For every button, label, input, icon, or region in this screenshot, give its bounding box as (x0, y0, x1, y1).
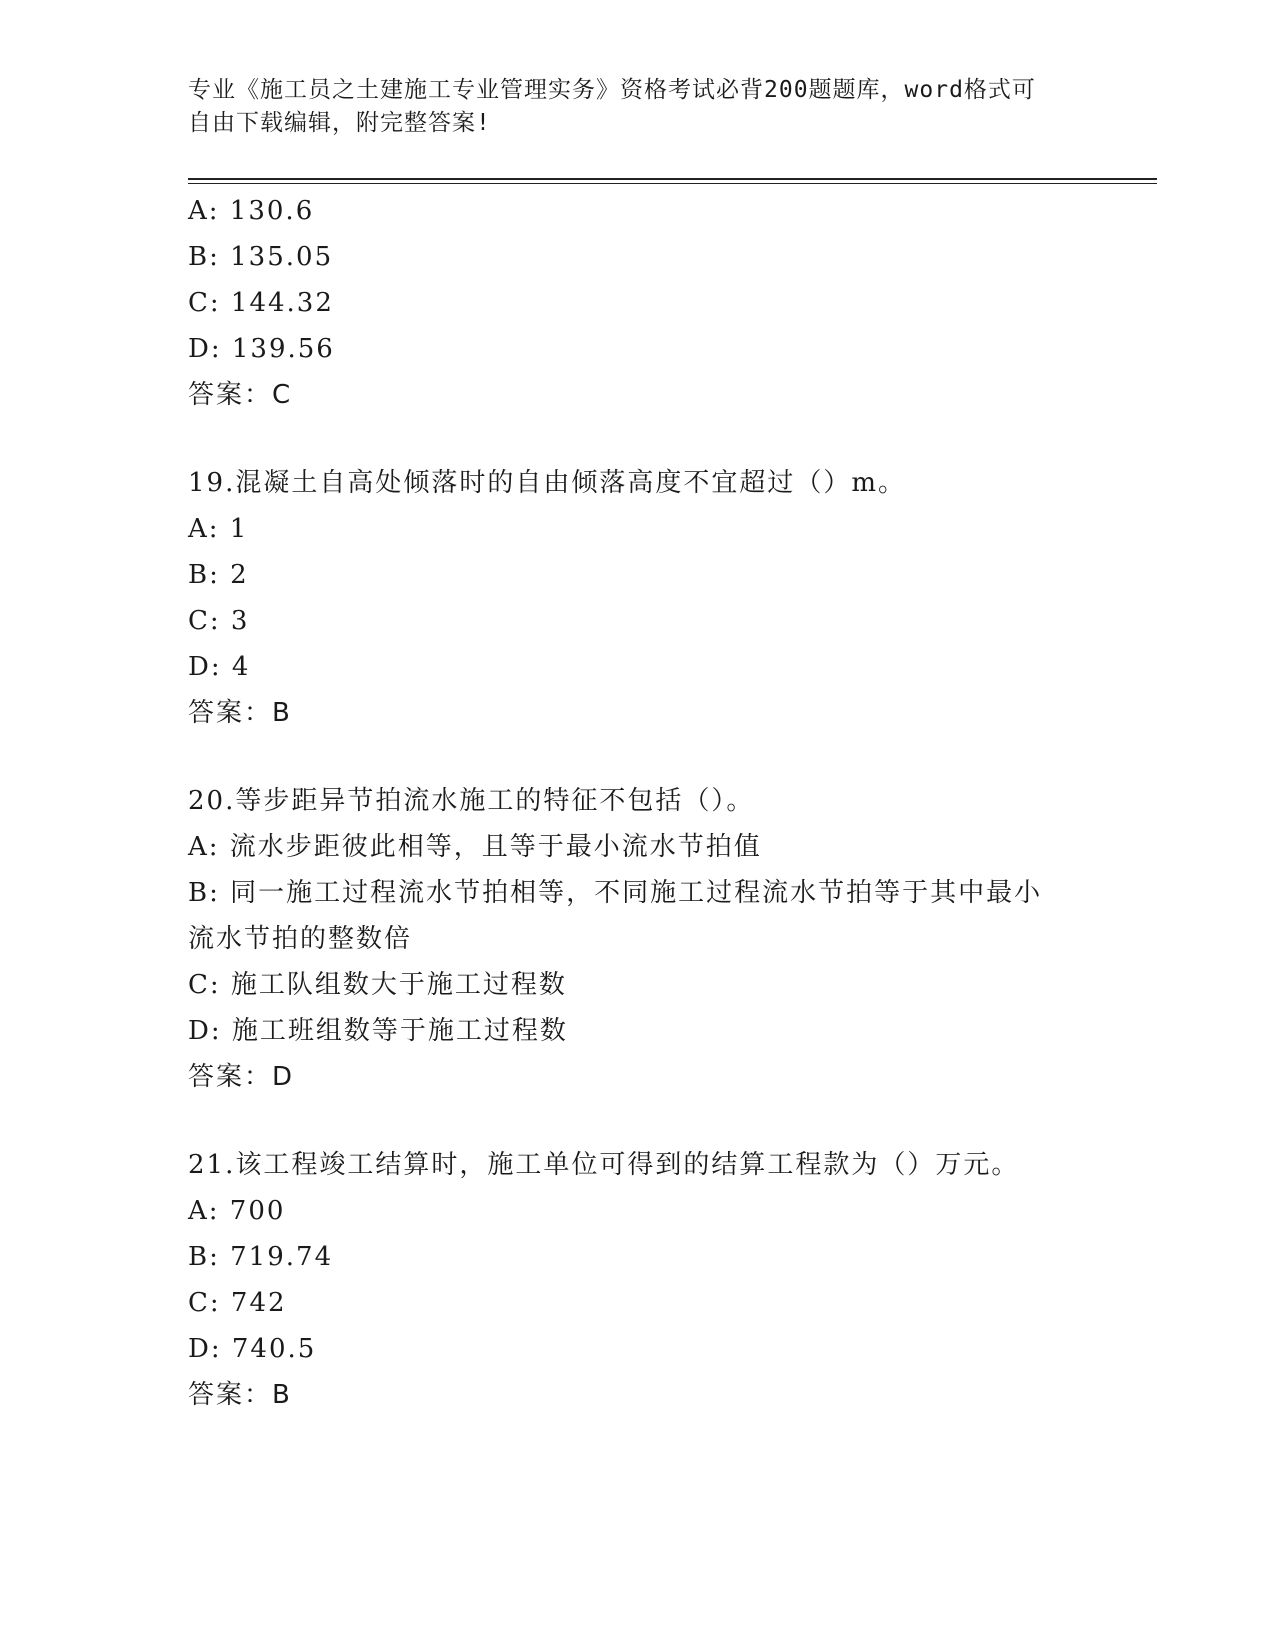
option-a: A: 1 (188, 514, 249, 544)
option-c: C: 144.32 (188, 288, 334, 318)
option-b: B: 同一施工过程流水节拍相等，不同施工过程流水节拍等于其中最小 (188, 878, 1043, 908)
spacer (188, 1100, 1088, 1142)
option-a: A: 流水步距彼此相等，且等于最小流水节拍值 (188, 832, 762, 862)
question-list (188, 188, 1088, 1418)
option-b-continued: 流水节拍的整数倍 (188, 924, 413, 954)
answer: 答案：B (188, 1380, 292, 1410)
option-d: D: 139.56 (188, 334, 335, 364)
option-d: D: 施工班组数等于施工过程数 (188, 1016, 568, 1046)
option-c: C: 742 (188, 1288, 287, 1318)
question-18 (188, 188, 1088, 418)
header-title-line2: 自由下载编辑，附完整答案! (188, 110, 491, 136)
option-c: C: 施工队组数大于施工过程数 (188, 970, 567, 1000)
option-b: B: 719.74 (188, 1242, 334, 1272)
header-title-line1: 专业《施工员之土建施工专业管理实务》资格考试必背200题题库，word格式可 (188, 77, 1036, 103)
header-rule-thin (188, 183, 1157, 184)
option-a: A: 130.6 (188, 196, 315, 226)
option-b: B: 135.05 (188, 242, 334, 272)
spacer (188, 736, 1088, 778)
answer: 答案：B (188, 698, 292, 728)
answer: 答案：C (188, 380, 293, 410)
option-d: D: 4 (188, 652, 251, 682)
question-20 (188, 778, 1088, 1100)
document-header (188, 74, 1068, 140)
option-c: C: 3 (188, 606, 250, 636)
header-rule-thick (188, 178, 1157, 180)
answer: 答案：D (188, 1062, 295, 1092)
spacer (188, 418, 1088, 460)
option-b: B: 2 (188, 560, 249, 590)
question-19 (188, 460, 1088, 736)
question-text: 20.等步距异节拍流水施工的特征不包括（）。 (188, 786, 755, 816)
question-21 (188, 1142, 1088, 1418)
question-text: 19.混凝土自高处倾落时的自由倾落高度不宜超过（）m。 (188, 468, 907, 498)
option-a: A: 700 (188, 1196, 286, 1226)
option-d: D: 740.5 (188, 1334, 317, 1364)
question-text: 21.该工程竣工结算时，施工单位可得到的结算工程款为（）万元。 (188, 1150, 1020, 1180)
